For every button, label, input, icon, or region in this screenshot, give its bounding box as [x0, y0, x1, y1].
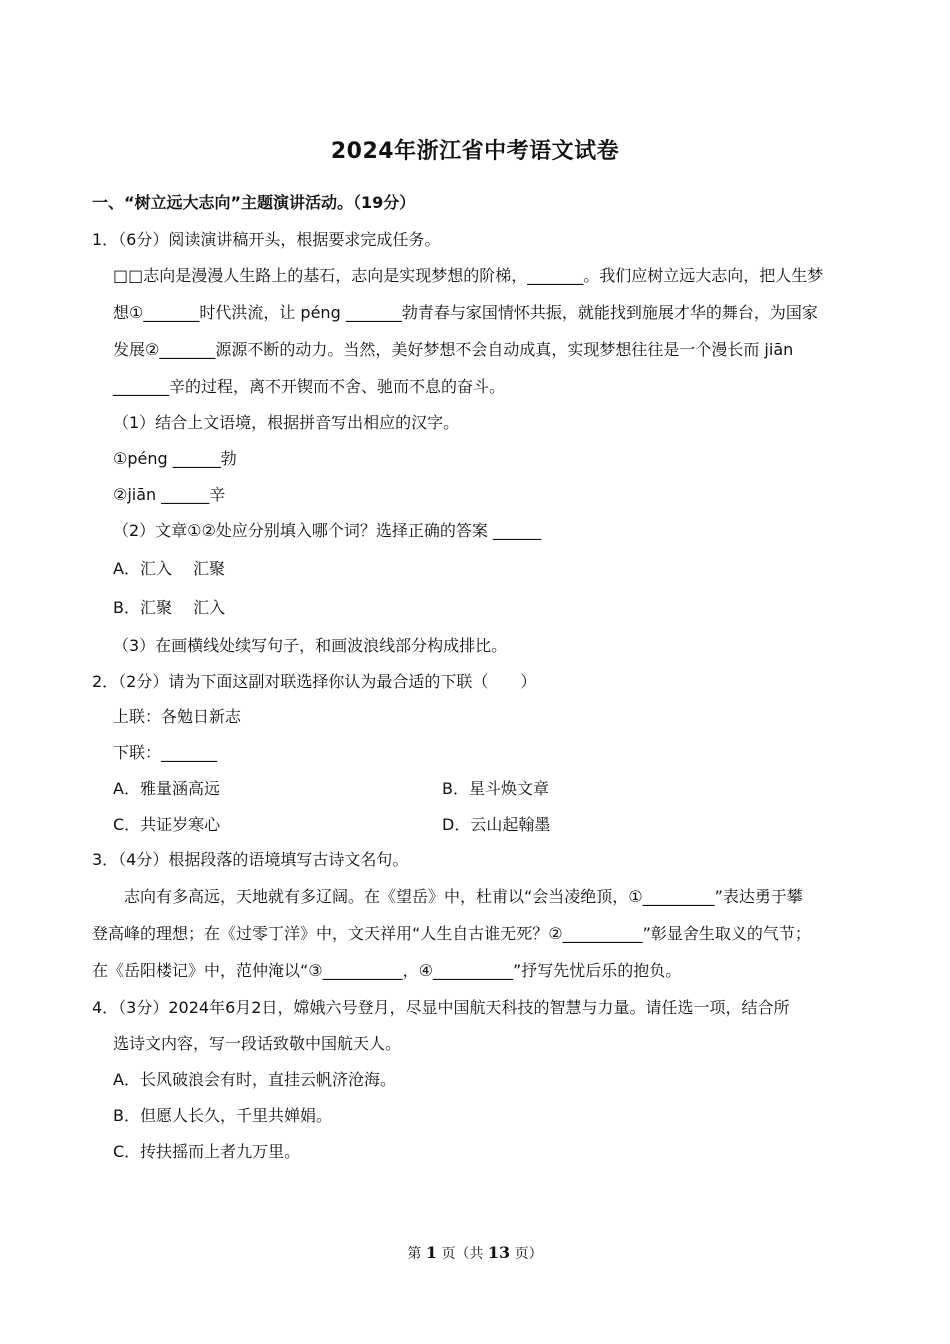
q4-option-a: A．长风破浪会有时，直挂云帆济沧海。	[113, 1070, 396, 1089]
q1-passage-line: _______辛的过程，离不开锲而不舍、驰而不息的奋斗。	[113, 377, 506, 396]
q1-passage-line: 想①_______时代洪流，让 péng _______勃青春与家国情怀共振，就能找到施展才华的舞台，为国家	[113, 303, 818, 322]
q2-option-d: D．云山起翰墨	[442, 815, 551, 834]
q2-option-a: A．雅量涵高远	[113, 779, 220, 798]
q2-upper-couplet: 上联：各勉日新志	[113, 707, 242, 726]
q1-stem: 1．（6分）阅读演讲稿开头，根据要求完成任务。	[92, 230, 441, 249]
q3-passage-line: 登高峰的理想；在《过零丁洋》中，文天祥用“人生自古谁无死？②__________”彰显舍生取义的气节；	[92, 924, 811, 943]
q1-sub1: （1）结合上文语境，根据拼音写出相应的汉字。	[113, 413, 460, 432]
q1-sub2-option-a: A．汇入 汇聚	[113, 559, 226, 578]
q1-sub3: （3）在画横线处续写句子，和画波浪线部分构成排比。	[113, 636, 508, 655]
q4-stem: 4．（3分）2024年6月2日，嫦娥六号登月，尽显中国航天科技的智慧与力量。请任选一项，结合所	[92, 998, 790, 1017]
q2-stem: 2．（2分）请为下面这副对联选择你认为最合适的下联（ ）	[92, 672, 537, 691]
q3-stem: 3．（4分）根据段落的语境填写古诗文名句。	[92, 850, 409, 869]
q3-passage-line: 志向有多高远，天地就有多辽阔。在《望岳》中，杜甫以“会当凌绝顶，①_________”表达勇于攀	[124, 887, 803, 906]
q4-option-c: C．抟扶摇而上者九万里。	[113, 1142, 301, 1161]
q3-passage-line: 在《岳阳楼记》中，范仲淹以“③__________，④__________”抒写先忧后乐的抱负。	[92, 961, 682, 980]
footer-suffix: 页）	[514, 1246, 543, 1262]
q1-passage-line: 发展②_______源源不断的动力。当然，美好梦想不会自动成真，实现梦想往往是一个漫长而 jiān	[113, 340, 794, 359]
q2-option-b: B．星斗焕文章	[442, 779, 549, 798]
q4-option-b: B．但愿人长久，千里共婵娟。	[113, 1106, 332, 1125]
q4-stem-cont: 选诗文内容，写一段话致敬中国航天人。	[113, 1034, 402, 1053]
exam-title: 2024年浙江省中考语文试卷	[330, 139, 620, 164]
section-heading: 一、“树立远大志向”主题演讲活动。（19分）	[92, 193, 416, 212]
q1-sub1-item-b: ②jiān ______辛	[113, 485, 226, 504]
total-pages: 13	[487, 1243, 511, 1262]
q1-sub2-option-b: B．汇聚 汇入	[113, 598, 226, 617]
q2-lower-couplet: 下联：_______	[113, 743, 218, 762]
page-footer	[0, 1243, 950, 1263]
q1-sub2: （2）文章①②处应分别填入哪个词？选择正确的答案 ______	[113, 521, 541, 540]
q2-option-c: C．共证岁寒心	[113, 815, 221, 834]
q1-sub1-item-a: ①péng ______勃	[113, 449, 237, 468]
footer-prefix: 第	[407, 1246, 422, 1262]
q1-passage-line: □□志向是漫漫人生路上的基石，志向是实现梦想的阶梯，_______。我们应树立远大志向，把人生梦	[113, 266, 824, 285]
page-number: 1	[425, 1243, 437, 1262]
footer-mid: 页（共	[441, 1246, 484, 1262]
